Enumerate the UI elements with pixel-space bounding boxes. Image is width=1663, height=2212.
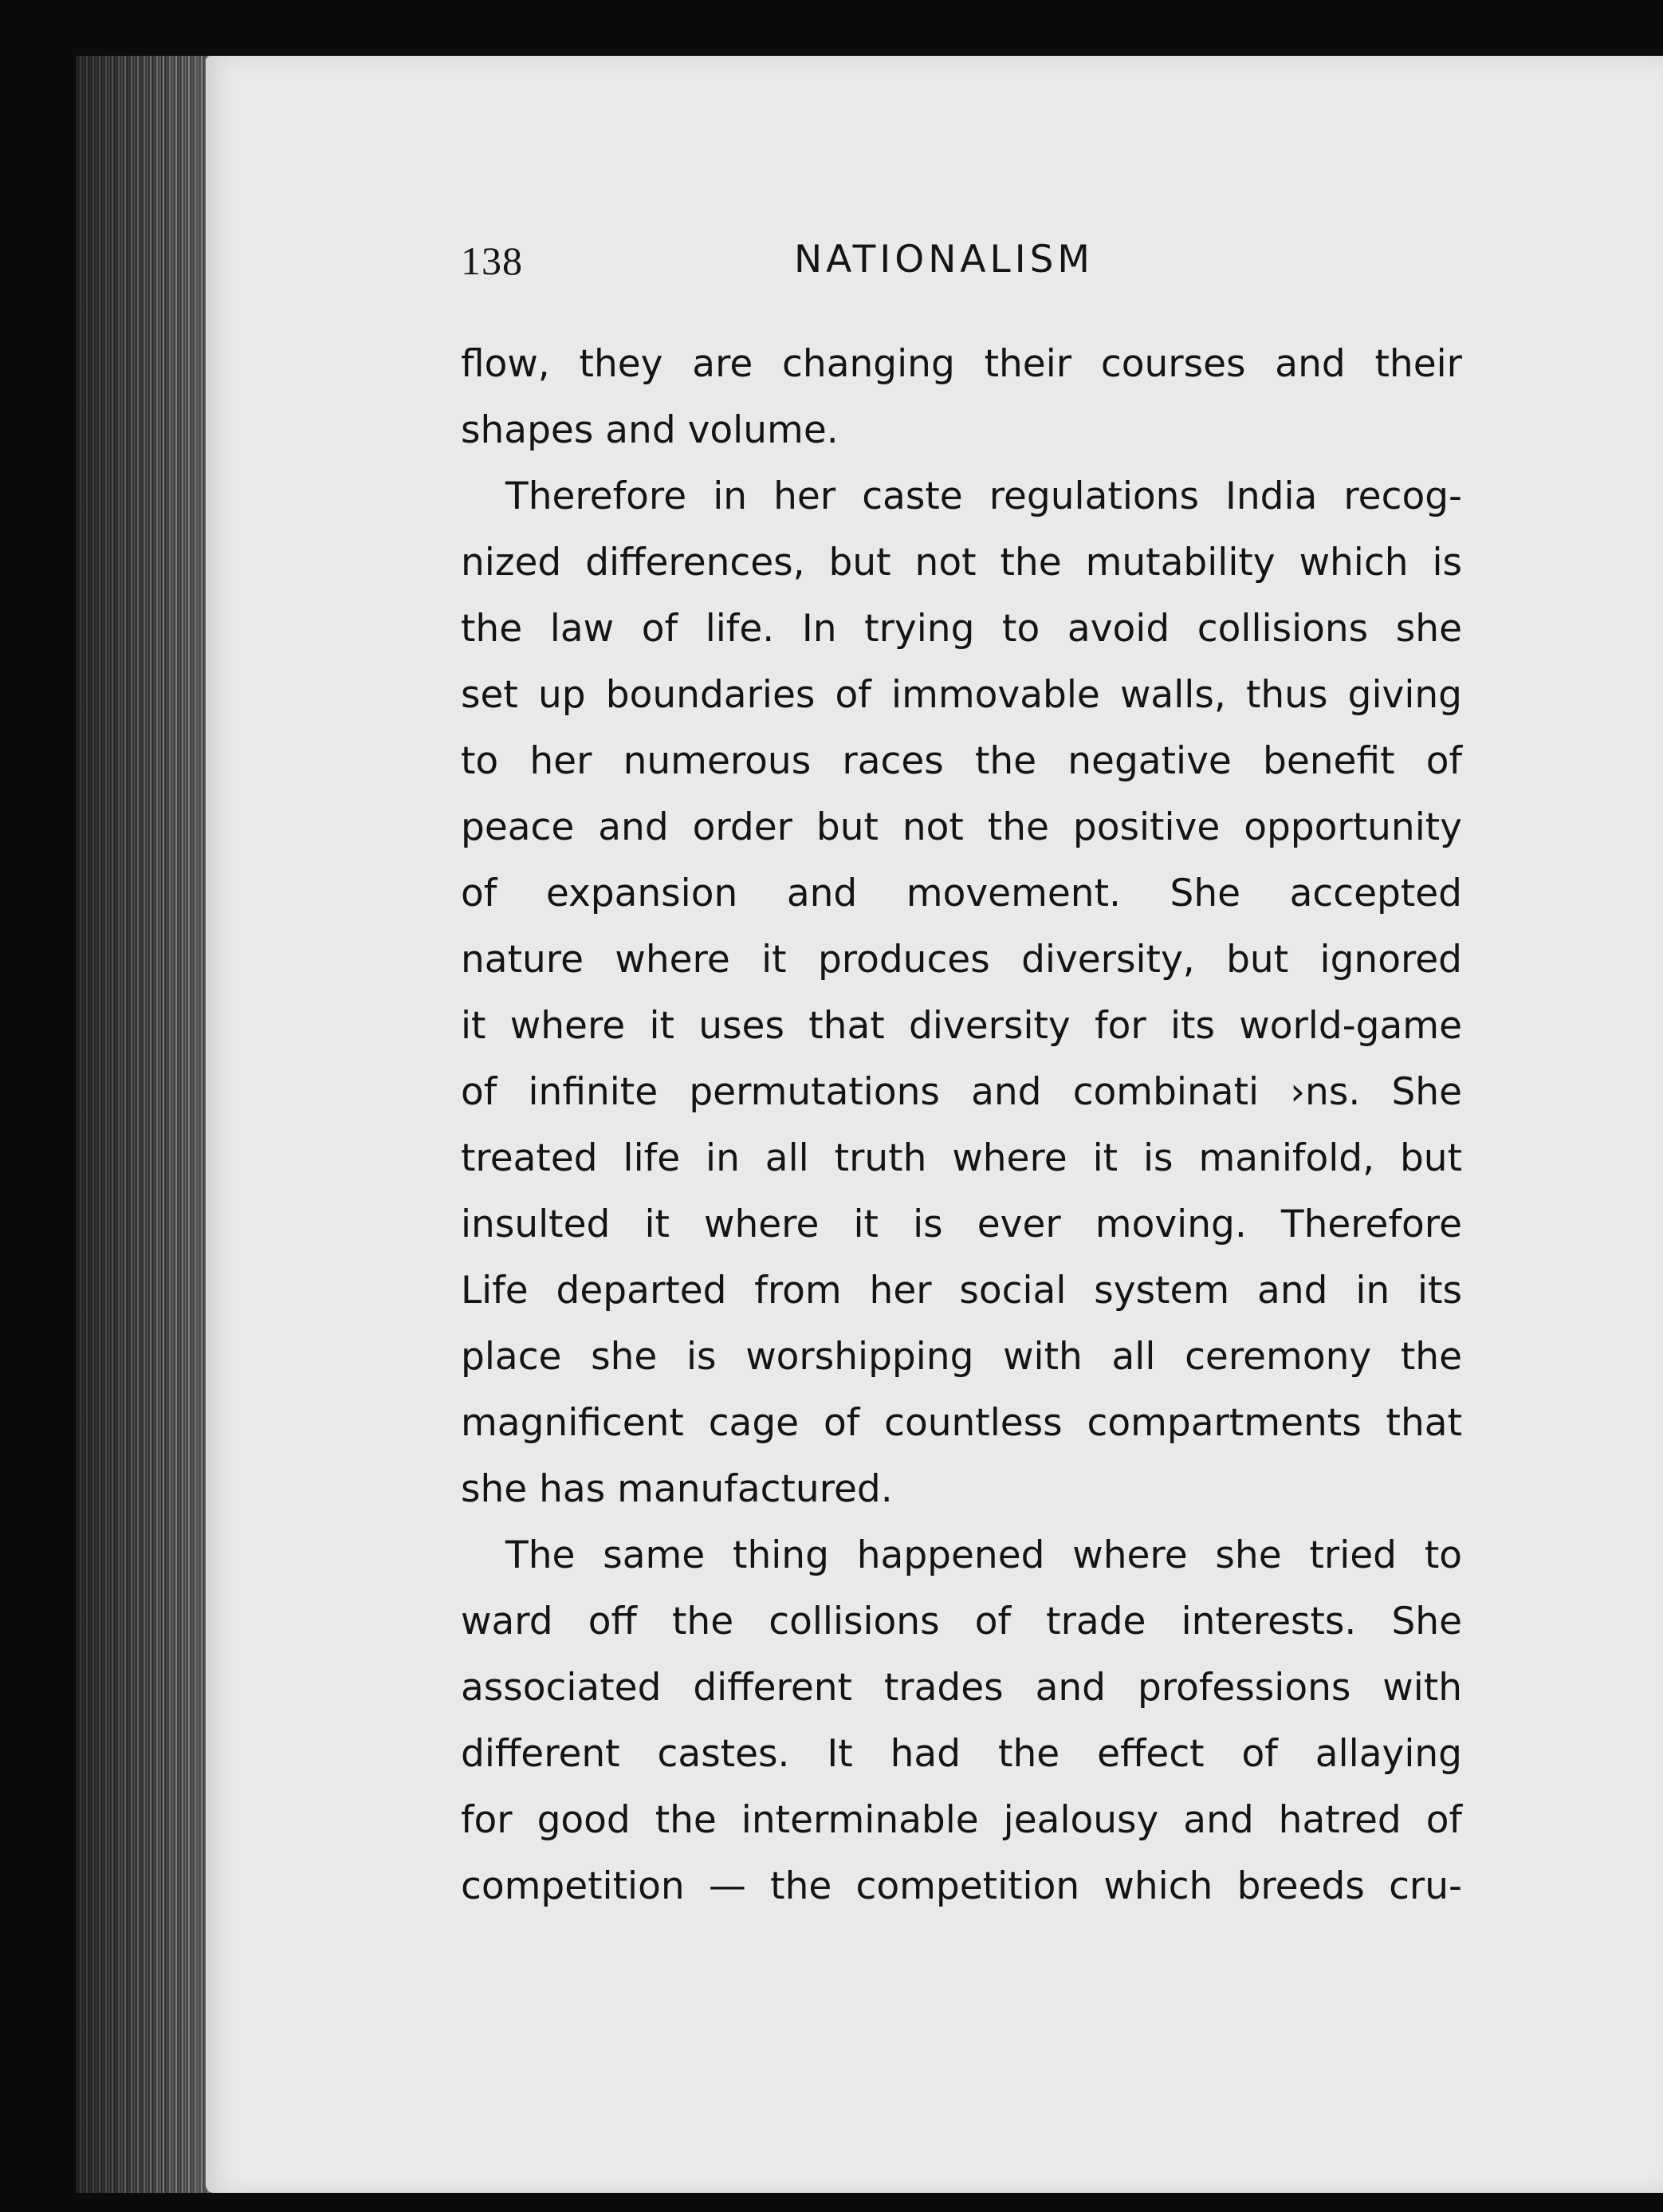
text-line: flow, they are changing their courses and their [461, 342, 1462, 386]
text-line: it where it uses that diversity for its world-game [461, 1004, 1462, 1048]
text-line: to her numerous races the negative benefit of [461, 739, 1462, 783]
text-line: Therefore in her caste regulations India recog- [505, 474, 1462, 518]
running-head [461, 238, 1462, 301]
text-line: associated different trades and professions with [461, 1666, 1462, 1710]
page-number: 138 [461, 238, 523, 283]
text-line: place she is worshipping with all ceremony the [461, 1335, 1462, 1379]
text-line: Life departed from her social system and in its [461, 1269, 1462, 1313]
text-line: shapes and volume. [461, 408, 839, 452]
text-line: treated life in all truth where it is manifold, but [461, 1136, 1462, 1180]
text-line: nized differences, but not the mutability which is [461, 541, 1462, 584]
text-line: insulted it where it is ever moving. Therefore [461, 1202, 1462, 1246]
text-line: magnificent cage of countless compartments that [461, 1401, 1462, 1445]
text-line: she has manufactured. [461, 1467, 893, 1511]
text-line: set up boundaries of immovable walls, thus giving [461, 673, 1462, 717]
text-line: peace and order but not the positive opportunity [461, 805, 1462, 849]
text-line: The same thing happened where she tried to [505, 1533, 1462, 1577]
text-line: of infinite permutations and combinati ›ns. She [461, 1070, 1462, 1114]
text-line: of expansion and movement. She accepted [461, 872, 1462, 915]
text-line: the law of life. In trying to avoid collisions she [461, 607, 1462, 651]
body-text [461, 331, 1462, 1919]
text-line: ward off the collisions of trade interests. She [461, 1600, 1462, 1643]
text-line: nature where it produces diversity, but ignored [461, 938, 1462, 982]
text-line: different castes. It had the effect of allaying [461, 1732, 1462, 1776]
running-title: NATIONALISM [794, 238, 1094, 281]
text-line: for good the interminable jealousy and hatred of [461, 1798, 1462, 1842]
text-line: competition — the competition which breeds cru- [461, 1864, 1462, 1908]
